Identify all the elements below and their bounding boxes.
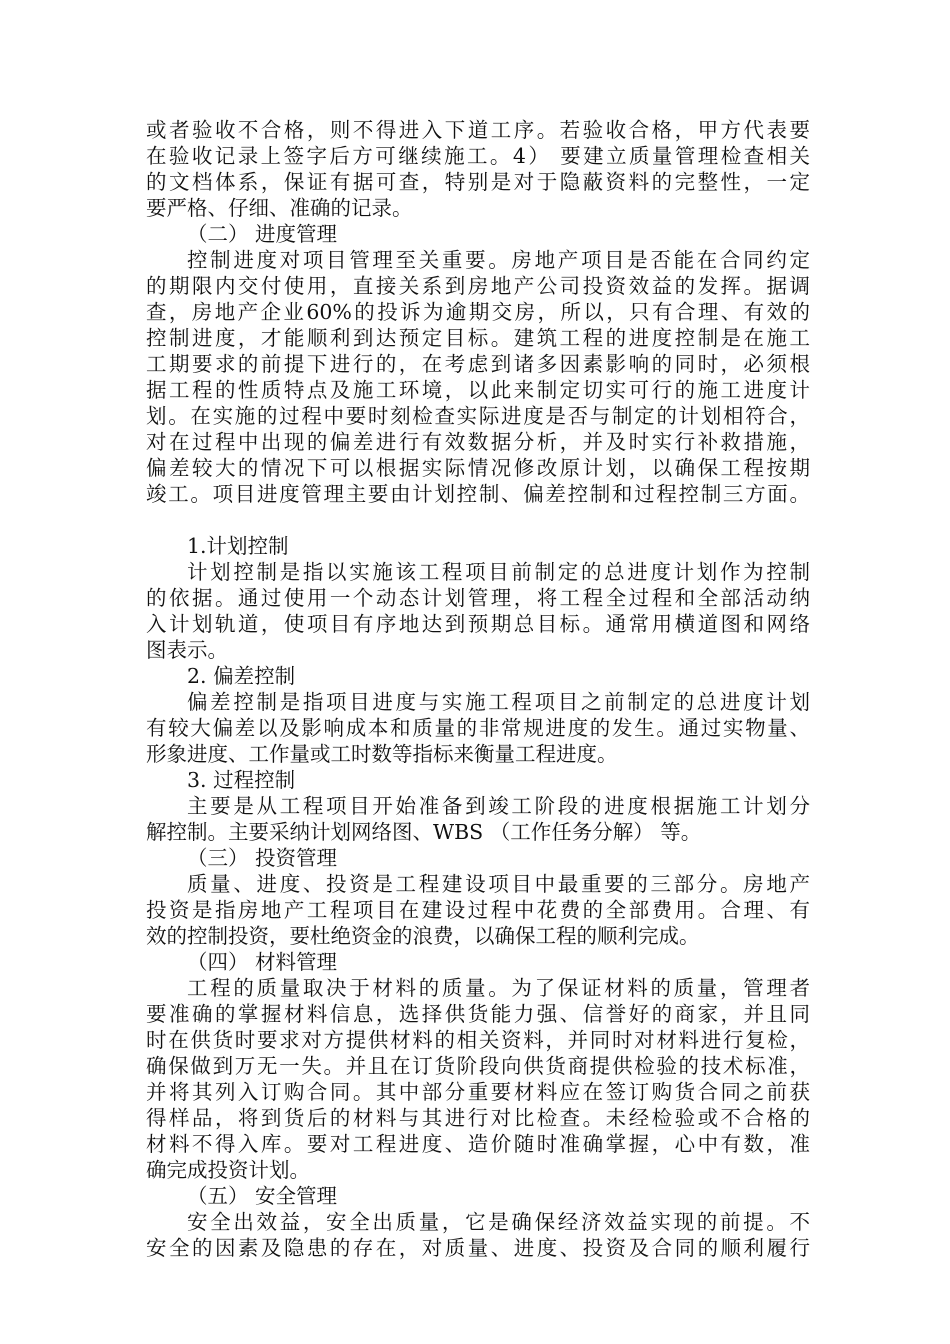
text-line: 效的控制投资，要杜绝资金的浪费，以确保工程的顺利完成。 (146, 924, 700, 948)
text-line: 要准确的掌握材料信息，选择供货能力强、信誉好的商家，并且同 (146, 1002, 810, 1026)
text-line: 工程的质量取决于材料的质量。为了保证材料的质量，管理者 (187, 976, 810, 1000)
text-line: 安全的因素及隐患的存在，对质量、进度、投资及合同的顺利履行 (146, 1236, 810, 1260)
section-heading: （五） 安全管理 (187, 1184, 338, 1208)
text-line: 有较大偏差以及影响成本和质量的非常规进度的发生。通过实物量、 (146, 716, 810, 740)
text-line: 投资是指房地产工程项目在建设过程中花费的全部费用。合理、有 (146, 898, 810, 922)
blank-line (146, 507, 810, 533)
text-line: 的依据。通过使用一个动态计划管理，将工程全过程和全部活动纳 (146, 586, 810, 610)
text-line: 的文档体系，保证有据可查，特别是对于隐蔽资料的完整性，一定 (146, 170, 810, 194)
text-line: 在验收记录上签字后方可继续施工。4） 要建立质量管理检查相关 (146, 144, 810, 168)
text-line: 主要是从工程项目开始准备到竣工阶段的进度根据施工计划分 (187, 794, 810, 818)
section-heading: （四） 材料管理 (187, 950, 338, 974)
text-line: 时在供货时要求对方提供材料的相关资料，并同时对材料进行复检， (146, 1028, 810, 1052)
text-line: 工期要求的前提下进行的，在考虑到诸多因素影响的同时，必须根 (146, 352, 810, 376)
section-heading: （三） 投资管理 (187, 846, 338, 870)
text-line: 入计划轨道，使项目有序地达到预期总目标。通常用横道图和网络 (146, 612, 810, 636)
text-line: 材料不得入库。要对工程进度、造价随时准确掌握，心中有数，准 (146, 1132, 810, 1156)
text-line: 偏差控制是指项目进度与实施工程项目之前制定的总进度计划 (187, 690, 810, 714)
text-line: 确完成投资计划。 (146, 1158, 310, 1182)
text-line: 确保做到万无一失。并且在订货阶段向供货商提供检验的技术标准， (146, 1054, 810, 1078)
text-line: 或者验收不合格，则不得进入下道工序。若验收合格，甲方代表要 (146, 118, 810, 142)
text-line: 要严格、仔细、准确的记录。 (146, 196, 413, 220)
text-line: 质量、进度、投资是工程建设项目中最重要的三部分。房地产 (187, 872, 810, 896)
section-heading: 1.计划控制 (187, 534, 289, 558)
text-line: 得样品，将到货后的材料与其进行对比检查。未经检验或不合格的 (146, 1106, 810, 1130)
text-line: 查，房地产企业60%的投诉为逾期交房，所以，只有合理、有效的 (146, 300, 810, 324)
text-line: 图表示。 (146, 638, 228, 662)
text-line: 计划控制是指以实施该工程项目前制定的总进度计划作为控制 (187, 560, 810, 584)
section-heading: （二） 进度管理 (187, 222, 338, 246)
text-line: 的期限内交付使用，直接关系到房地产公司投资效益的发挥。据调 (146, 274, 810, 298)
text-line: 并将其列入订购合同。其中部分重要材料应在签订购货合同之前获 (146, 1080, 810, 1104)
text-line: 控制进度，才能顺利到达预定目标。建筑工程的进度控制是在施工 (146, 326, 810, 350)
text-line: 对在过程中出现的偏差进行有效数据分析，并及时实行补救措施， (146, 430, 810, 454)
section-heading: 2. 偏差控制 (187, 664, 296, 688)
section-heading: 3. 过程控制 (187, 768, 296, 792)
text-line: 据工程的性质特点及施工环境，以此来制定切实可行的施工进度计 (146, 378, 810, 402)
text-line: 安全出效益，安全出质量，它是确保经济效益实现的前提。不 (187, 1210, 810, 1234)
text-line: 控制进度对项目管理至关重要。房地产项目是否能在合同约定 (187, 248, 810, 272)
document-page (146, 117, 810, 1261)
text-line: 划。在实施的过程中要时刻检查实际进度是否与制定的计划相符合， (146, 404, 810, 428)
text-line: 解控制。主要采纳计划网络图、WBS （工作任务分解） 等。 (146, 820, 702, 844)
text-line: 竣工。项目进度管理主要由计划控制、偏差控制和过程控制三方面。 (146, 482, 810, 506)
text-line: 偏差较大的情况下可以根据实际情况修改原计划，以确保工程按期 (146, 456, 810, 480)
text-line: 形象进度、工作量或工时数等指标来衡量工程进度。 (146, 742, 618, 766)
